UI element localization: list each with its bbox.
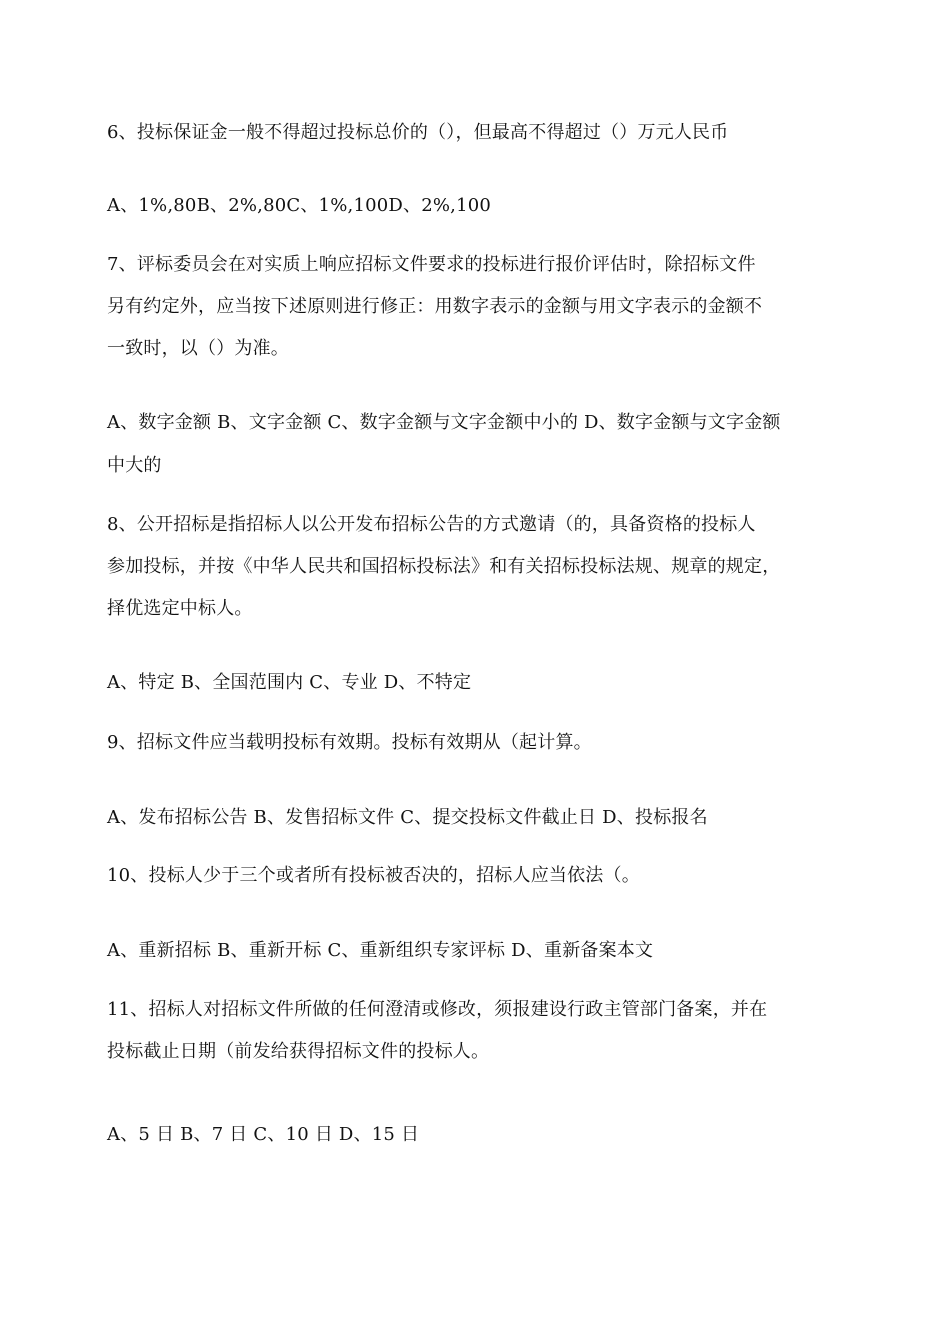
question-8-text-line-2: 参加投标，并按《中华人民共和国招标投标法》和有关招标投标法规、规章的规定， xyxy=(107,556,781,577)
question-10-options: A、重新招标 B、重新开标 C、重新组织专家评标 D、重新备案本文 xyxy=(107,940,654,961)
question-9-text: 9、招标文件应当载明投标有效期。投标有效期从（起计算。 xyxy=(107,732,592,753)
question-6-text: 6、投标保证金一般不得超过投标总价的（），但最高不得超过（）万元人民币 xyxy=(107,122,729,143)
question-9-options: A、发布招标公告 B、发售招标文件 C、提交投标文件截止日 D、投标报名 xyxy=(107,807,708,828)
question-7-options-line-1: A、数字金额 B、文字金额 C、数字金额与文字金额中小的 D、数字金额与文字金额 xyxy=(107,412,781,433)
question-6-options: A、1%,80B、2%,80C、1%,100D、2%,100 xyxy=(107,195,492,216)
question-11-text-line-2: 投标截止日期（前发给获得招标文件的投标人。 xyxy=(107,1041,490,1062)
question-8-options: A、特定 B、全国范围内 C、专业 D、不特定 xyxy=(107,672,472,693)
question-7-text-line-1: 7、评标委员会在对实质上响应招标文件要求的投标进行报价评估时，除招标文件 xyxy=(107,254,756,275)
question-7-text-line-2: 另有约定外，应当按下述原则进行修正：用数字表示的金额与用文字表示的金额不 xyxy=(107,296,763,317)
question-11-options: A、5 日 B、7 日 C、10 日 D、15 日 xyxy=(107,1124,420,1145)
question-7-text-line-3: 一致时，以（）为准。 xyxy=(107,338,289,359)
question-11-text-line-1: 11、招标人对招标文件所做的任何澄清或修改，须报建设行政主管部门备案，并在 xyxy=(107,999,768,1020)
question-8-text-line-1: 8、公开招标是指招标人以公开发布招标公告的方式邀请（的，具备资格的投标人 xyxy=(107,514,756,535)
question-8-text-line-3: 择优选定中标人。 xyxy=(107,598,253,619)
question-7-options-line-2: 中大的 xyxy=(107,455,162,476)
question-10-text: 10、投标人少于三个或者所有投标被否决的，招标人应当依法（。 xyxy=(107,865,640,886)
